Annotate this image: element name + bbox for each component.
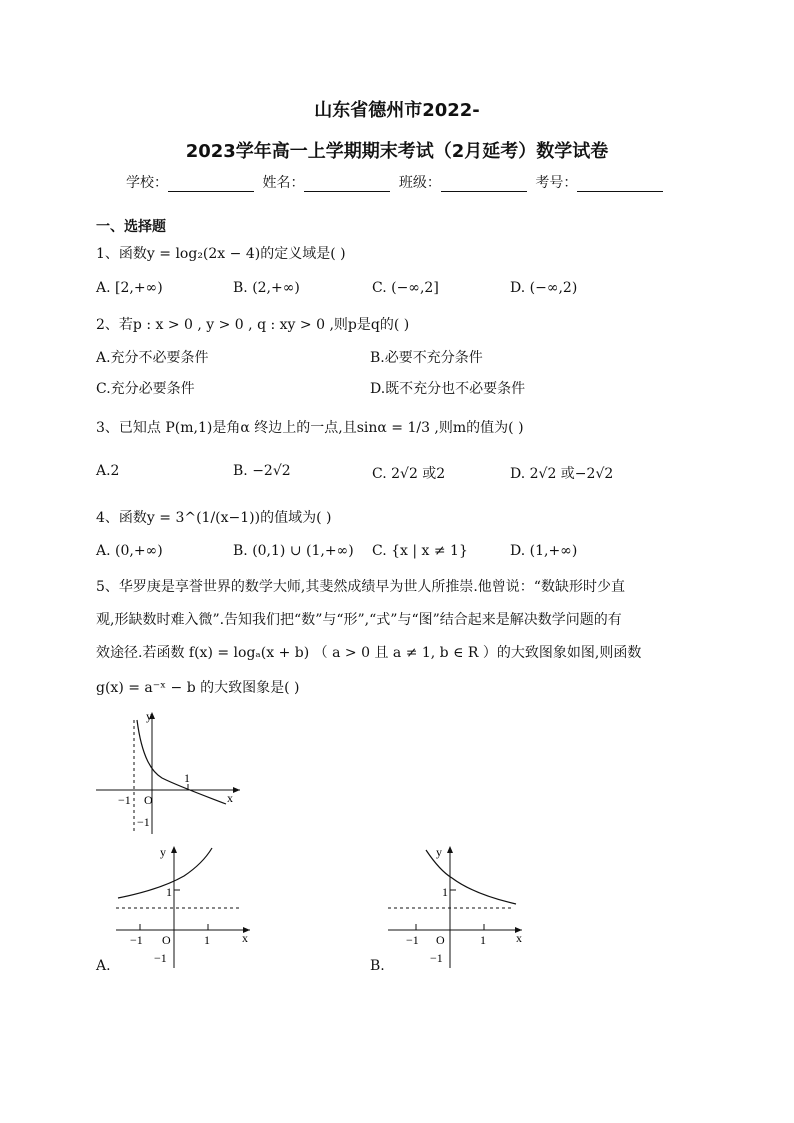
field-name-blank[interactable] [304,177,390,192]
origin-label: O [436,933,445,947]
x-label: x [516,931,522,945]
question-3-option-c: C. 2√2 或2 [372,466,446,482]
field-school-label: 学校： [126,175,168,191]
question-3-stem: 3、已知点 P(m,1)是角α 终边上的一点,且sinα = 1/3 ,则m的值为( ) [96,420,524,436]
option-a-graph [108,842,258,972]
question-2-option-a: A.充分不必要条件 [96,350,209,366]
question-4-stem: 4、函数y = 3^(1/(x−1))的值域为( ) [96,510,332,526]
question-5-option-b: B. [370,958,385,974]
x-neg-one-label: −1 [118,793,131,807]
question-2-option-d: D.既不充分也不必要条件 [370,381,526,397]
section-title: 一、选择题 [96,219,166,235]
student-info-row [126,172,667,192]
question-3-option-a: A.2 [96,463,120,479]
option-b-graph [380,842,530,972]
question-5-stem-line-3: 效途径.若函数 f(x) = logₐ(x + b) （ a > 0 且 a ≠ 1, b ∈ R ）的大致图象如图,则函数 [96,645,642,661]
y-axis-arrow-icon [447,846,453,853]
title-line-2: 2023学年高一上学期期末考试（2月延考）数学试卷 [185,141,609,162]
y-one-label: 1 [442,885,448,899]
field-id-label: 考号： [535,175,578,191]
field-name-label: 姓名： [262,175,305,191]
x-neg-one-label: −1 [406,933,419,947]
x-label: x [242,931,248,945]
x-one-label: 1 [184,771,190,785]
y-label: y [160,845,166,859]
field-class-blank[interactable] [441,177,527,192]
y-label: y [436,845,442,859]
question-4-option-b: B. (0,1) ∪ (1,+∞) [233,543,354,559]
question-2-option-b: B.必要不充分条件 [370,350,483,366]
x-one-label: 1 [204,933,210,947]
y-axis-arrow-icon [171,846,177,853]
origin-label: O [162,933,171,947]
question-5-stem-line-1: 5、华罗庚是享誉世界的数学大师,其斐然成绩早为世人所推崇.他曾说：“数缺形时少直 [96,579,625,595]
figure-f-graph [90,706,250,836]
question-2-option-c: C.充分必要条件 [96,381,195,397]
question-5-stem-line-2: 观,形缺数时难入微”.告知我们把“数”与“形”,“式”与“图”结合起来是解决数学问题的有 [96,612,622,628]
title-line-1: 山东省德州市2022- [314,100,480,121]
question-1-option-b: B. (2,+∞) [233,280,300,296]
origin-label: O [144,793,153,807]
y-neg-one-label: −1 [430,951,443,965]
field-class-label: 班级： [398,175,441,191]
field-id-blank[interactable] [577,177,663,192]
question-2-stem: 2、若p : x > 0 , y > 0 , q : xy > 0 ,则p是q的( ) [96,317,410,333]
curve-f [137,720,226,804]
question-4-option-c: C. {x | x ≠ 1} [372,543,468,559]
x-label: x [227,791,233,805]
question-5-stem-line-4: g(x) = a⁻ˣ − b 的大致图象是( ) [96,680,300,696]
field-school-blank[interactable] [168,177,254,192]
x-one-label: 1 [480,933,486,947]
question-3-option-b: B. −2√2 [233,463,291,479]
y-one-label: 1 [166,885,172,899]
question-3-option-d: D. 2√2 或−2√2 [510,466,614,482]
y-neg-one-label: −1 [137,815,150,829]
question-1-option-c: C. (−∞,2] [372,280,439,296]
x-neg-one-label: −1 [130,933,143,947]
question-1-option-d: D. (−∞,2) [510,280,578,296]
question-1-option-a: A. [2,+∞) [96,280,163,296]
x-axis-arrow-icon [233,787,240,793]
question-4-option-a: A. (0,+∞) [96,543,163,559]
question-1-stem: 1、函数y = log₂(2x − 4)的定义域是( ) [96,246,346,262]
question-4-option-d: D. (1,+∞) [510,543,578,559]
y-label: y [146,709,152,723]
question-5-option-a: A. [96,958,111,974]
y-neg-one-label: −1 [154,951,167,965]
